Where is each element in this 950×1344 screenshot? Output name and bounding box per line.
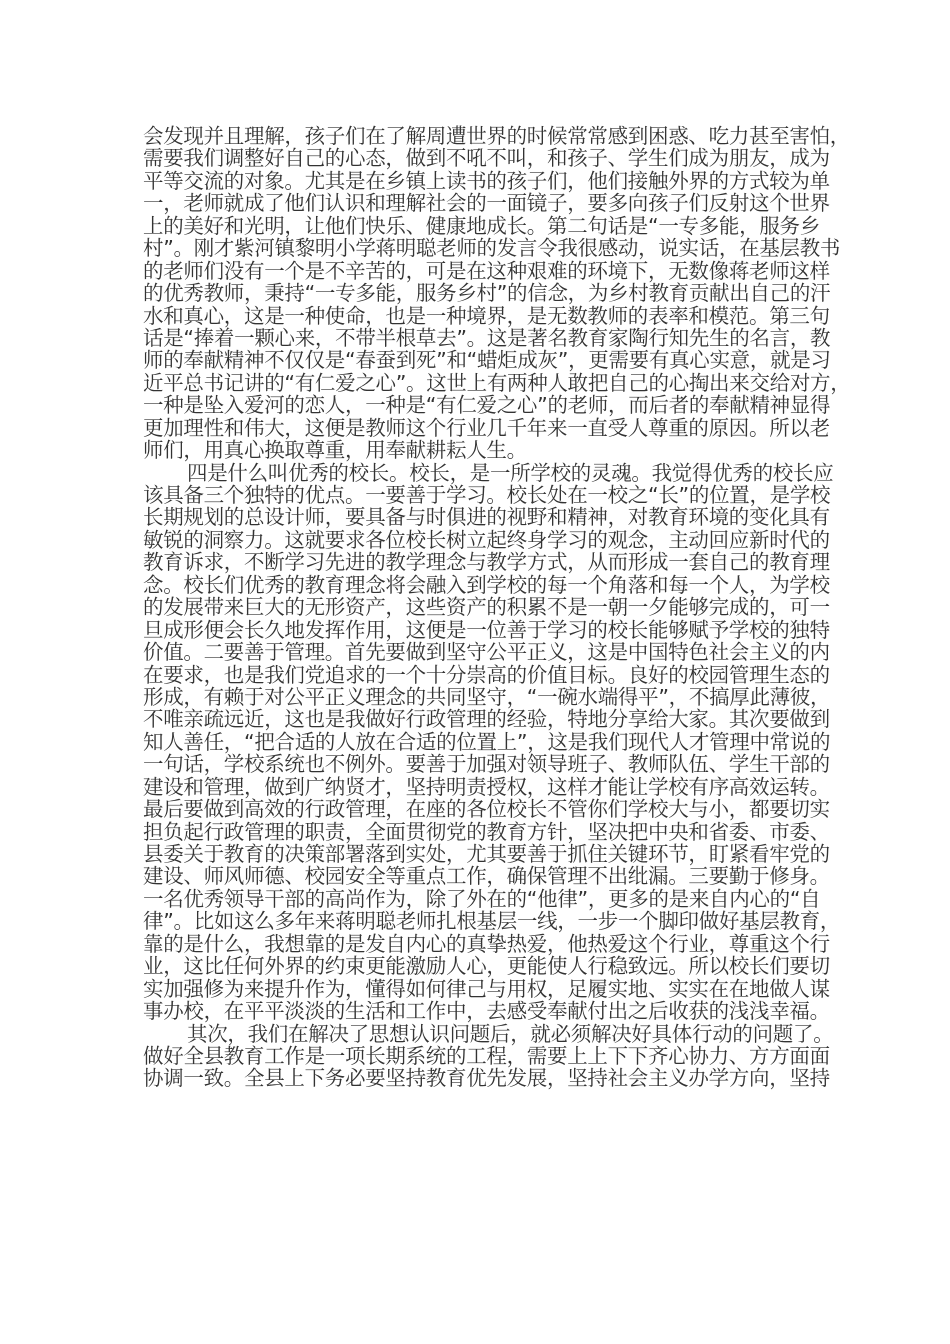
text-line: 师的奉献精神不仅仅是“春蚕到死”和“蜡炬成灰”，更需要有真心实意，就是习 [143,348,831,373]
text-line: 旦成形便会长久地发挥作用，这便是一位善于学习的校长能够赋予学校的独特 [143,617,830,642]
document-page [143,124,851,1091]
text-line: 价值。二要善于管理。首先要做到坚守公平正义，这是中国特色社会主义的内 [143,640,830,665]
paragraph-1 [143,124,851,463]
paragraph-3 [143,1021,834,1091]
text-line: 一句话，学校系统也不例外。要善于加强对领导班子、教师队伍、学生干部的 [143,752,830,777]
paragraph-2 [143,460,841,1024]
text-line: 平等交流的对象。尤其是在乡镇上读书的孩子们，他们接触外界的方式较为单 [143,168,830,193]
text-line: 的老师们没有一个是不辛苦的，可是在这种艰难的环境下，无数像蒋老师这样 [143,258,830,283]
text-line: 念。校长们优秀的教育理念将会融入到学校的每一个角落和每一个人，为学校 [143,572,830,597]
text-line: 上的美好和光明，让他们快乐、健康地成长。第二句话是“一专多能，服务乡 [143,213,820,238]
text-line: 一名优秀领导干部的高尚作为，除了外在的“他律”，更多的是来自内心的“自 [143,886,821,911]
text-line: 近平总书记讲的“有仁爱之心”。这世上有两种人敢把自己的心掏出来交给对方， [143,370,851,395]
text-line: 教育诉求，不断学习先进的教学理念与教学方式，从而形成一套自己的教育理 [143,550,830,575]
text-line: 实加强修为来提升作为，懂得如何律己与用权，足履实地、实实在在地做人谋 [143,976,830,1001]
text-line: 一种是坠入爱河的恋人，一种是“有仁爱之心”的老师，而后者的奉献精神显得 [143,393,831,418]
text-line: 其次，我们在解决了思想认识问题后，就必须解决好具体行动的问题了。 [187,1021,834,1046]
text-line: 师们，用真心换取尊重，用奉献耕耘人生。 [143,438,527,463]
text-line: 律”。比如这么多年来蒋明聪老师扎根基层一线，一步一个脚印做好基层教育， [143,909,841,934]
text-line: 不唯亲疏远近，这也是我做好行政管理的经验，特地分享给大家。其次要做到 [143,707,830,732]
text-line: 长期规划的总设计师，要具备与时俱进的视野和精神，对教育环境的变化具有 [143,505,830,530]
text-line: 一，老师就成了他们认识和理解社会的一面镜子，要多向孩子们反射这个世界 [143,191,830,216]
text-line: 建设和管理，做到广纳贤才，坚持明责授权，这样才能让学校有序高效运转。 [143,774,830,799]
text-line: 更加理性和伟大，这便是教师这个行业几千年来一直受人尊重的原因。所以老 [143,415,830,440]
text-line: 村”。刚才紫河镇黎明小学蒋明聪老师的发言令我很感动，说实话，在基层教书 [143,236,841,261]
text-line: 县委关于教育的决策部署落到实处，尤其要善于抓住关键环节，盯紧看牢党的 [143,842,830,866]
text-line: 的优秀教师，秉持“一专多能，服务乡村”的信念，为乡村教育贡献出自己的汗 [143,281,831,306]
text-line: 在要求，也是我们党追求的一个十分崇高的价值目标。良好的校园管理生态的 [143,662,830,687]
text-line: 水和真心，这是一种使命，也是一种境界，是无数教师的表率和模范。第三句 [143,303,830,328]
text-line: 最后要做到高效的行政管理，在座的各位校长不管你们学校大与小，都要切实 [143,797,830,822]
text-line: 形成，有赖于对公平正义理念的共同坚守，“一碗水端得平”，不搞厚此薄彼， [143,684,831,709]
text-line: 靠的是什么，我想靠的是发自内心的真挚热爱，他热爱这个行业，尊重这个行 [143,931,830,956]
text-line: 需要我们调整好自己的心态，做到不吼不叫，和孩子、学生们成为朋友，成为 [143,146,830,171]
text-line: 敏锐的洞察力。这就要求各位校长树立起终身学习的观念，主动回应新时代的 [143,527,830,552]
text-line: 知人善任，“把合适的人放在合适的位置上”，这是我们现代人才管理中常说的 [143,729,831,754]
text-line: 做好全县教育工作是一项长期系统的工程，需要上上下下齐心协力、方方面面 [143,1043,830,1068]
text-line: 事办校，在平平淡淡的生活和工作中，去感受奉献付出之后收获的浅浅幸福。 [143,999,830,1024]
text-line: 建设、师风师德、校园安全等重点工作，确保管理不出纰漏。三要勤于修身。 [143,864,830,889]
text-line: 会发现并且理解，孩子们在了解周遭世界的时候常常感到困惑、吃力甚至害怕， [143,124,850,148]
text-line: 四是什么叫优秀的校长。校长，是一所学校的灵魂。我觉得优秀的校长应 [187,460,834,485]
text-line: 业，这比任何外界的约束更能激励人心，更能使人行稳致远。所以校长们要切 [143,954,830,979]
text-line: 话是“捧着一颗心来，不带半根草去”。这是著名教育家陶行知先生的名言，教 [143,325,831,350]
text-line: 的发展带来巨大的无形资产，这些资产的积累不是一朝一夕能够完成的，可一 [143,595,830,620]
text-line: 该具备三个独特的优点。一要善于学习。校长处在一校之“长”的位置，是学校 [143,483,831,507]
text-line: 协调一致。全县上下务必要坚持教育优先发展，坚持社会主义办学方向，坚持 [143,1066,830,1091]
text-line: 担负起行政管理的职责，全面贯彻党的教育方针，坚决把中央和省委、市委、 [143,819,830,844]
